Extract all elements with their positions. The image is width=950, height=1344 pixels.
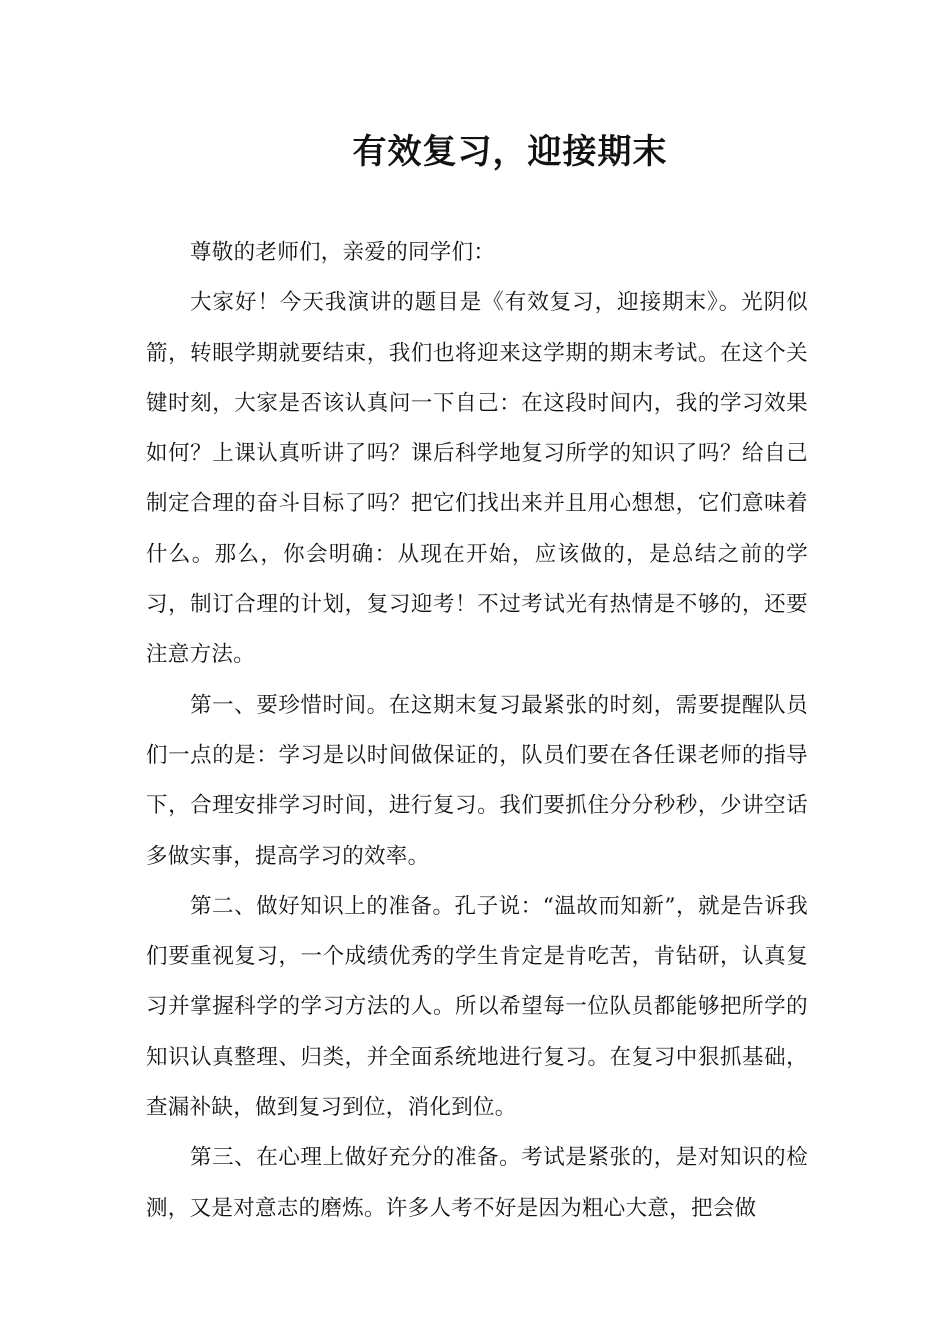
point-one-paragraph: 第一、要珍惜时间。在这期末复习最紧张的时刻，需要提醒队员们一点的是：学习是以时间做保证的，队员们要在各任课老师的指导下，合理安排学习时间，进行复习。我们要抓住分分秒秒，少讲空话多做实事，提高学习的效率。 <box>146 692 808 869</box>
salutation-paragraph: 尊敬的老师们，亲爱的同学们： <box>190 240 496 265</box>
point-two-paragraph: 第二、做好知识上的准备。孔子说：“温故而知新”，就是告诉我们要重视复习，一个成绩优秀的学生肯定是肯吃苦，肯钻研，认真复习并掌握科学的学习方法的人。所以希望每一位队员都能够把所学的知识认真整理、归类，并全面系统地进行复习。在复习中狠抓基础，查漏补缺，做到复习到位，消化到位。 <box>146 893 808 1121</box>
document-title: 有效复习，迎接期末 <box>352 132 668 172</box>
point-three-paragraph: 第三、在心理上做好充分的准备。考试是紧张的，是对知识的检测，又是对意志的磨炼。许多人考不好是因为粗心大意，把会做 <box>146 1145 808 1221</box>
intro-paragraph: 大家好！今天我演讲的题目是《有效复习，迎接期末》。光阴似箭，转眼学期就要结束，我们也将迎来这学期的期末考试。在这个关键时刻，大家是否该认真问一下自己：在这段时间内，我的学习效果如何？上课认真听讲了吗？课后科学地复习所学的知识了吗？给自己制定合理的奋斗目标了吗？把它们找出来并且用心想想，它们意味着什么。那么，你会明确：从现在开始，应该做的，是总结之前的学习，制订合理的计划，复习迎考！不过考试光有热情是不够的，还要注意方法。 <box>146 290 808 668</box>
document-body <box>146 228 808 1234</box>
